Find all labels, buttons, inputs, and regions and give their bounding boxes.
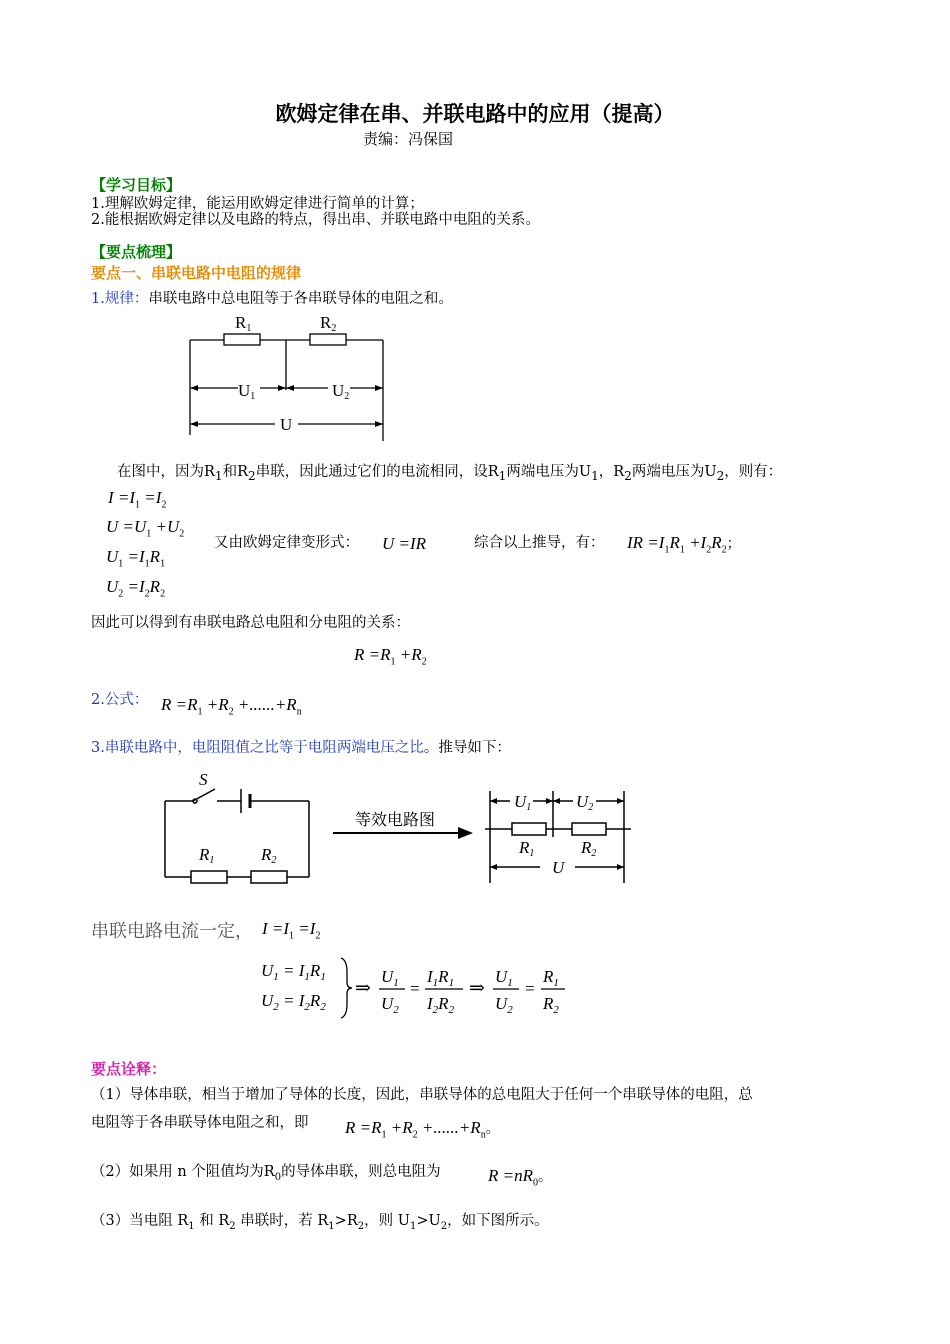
rule-line <box>91 287 453 308</box>
note-2-line: （2）如果用 n 个阻值均为$R_0$的导体串联，则总电阻为 <box>91 1164 441 1183</box>
svg-text:=: = <box>525 979 535 998</box>
goal-item-1: 1.理解欧姆定律，能运用欧姆定律进行简单的计算； <box>91 196 424 212</box>
note-1-line-a: （1）导体串联，相当于增加了导体的长度，因此，串联导体的总电阻大于任何一个串联导体的电阻，总 <box>91 1087 753 1103</box>
label-u-b: U <box>552 858 565 877</box>
svg-text:U2 = I2R2: $U_2 = I_2R_2$ <box>261 991 326 1013</box>
series-circuit-diagram <box>180 308 400 443</box>
note-1-line-b: 电阻等于各串联导体电阻之和，即 <box>91 1115 309 1131</box>
svg-text:⇒: ⇒ <box>355 978 371 999</box>
rule-text: 串联电路中总电阻等于各串联导体的电阻之和。 <box>148 291 453 307</box>
label-r1: R1 <box>235 313 252 334</box>
resistor-r1-symbol <box>224 334 260 345</box>
eq-u2: $U_2 =I_2R_2$ <box>106 577 166 600</box>
svg-text:R1: $R_1$ <box>543 967 559 989</box>
label-u1: U1 <box>238 381 256 402</box>
svg-text:I1R1: $I_1R_1$ <box>427 967 455 989</box>
goal-item-2: 2.能根据欧姆定律以及电路的特点，得出串、并联电路中电阻的关系。 <box>91 212 540 228</box>
summary-text: 综合以上推导，有： <box>474 535 605 551</box>
label-u2: U2 <box>332 381 350 402</box>
current-formula: $I =I_1 =I_2$ <box>262 919 321 942</box>
eq-current: $I =I_1 =I_2$ <box>108 488 167 511</box>
current-text: 串联电路电流一定， <box>91 921 253 942</box>
svg-text:⇒: ⇒ <box>469 978 485 999</box>
svg-text:U1: $U_1$ <box>381 967 399 989</box>
label-r1-b: R1 <box>199 845 215 866</box>
label-r2-b: R2 <box>261 845 277 866</box>
svg-text:U2: $U_2$ <box>495 994 513 1016</box>
key-points-heading: 【要点梳理】 <box>91 243 182 261</box>
svg-text:=: = <box>410 979 420 998</box>
relation-formula: $R =R_1 +R_2$ <box>354 645 427 668</box>
label-u2-b: U2 <box>576 792 594 813</box>
note-1-formula: $R =R_1 +R_2 +......+R_n$。 <box>345 1118 500 1141</box>
svg-text:R2: $R_2$ <box>543 994 559 1016</box>
equivalent-circuit-diagram <box>155 765 640 893</box>
ohm-formula: U =IR <box>382 534 427 553</box>
ohm-text: 又由欧姆定律变形式： <box>214 535 359 551</box>
label-switch: S <box>199 770 208 789</box>
svg-text:U1 = I1R1: $U_1 = I_1R_1$ <box>261 961 326 983</box>
label-u1-b: U1 <box>514 792 532 813</box>
formula-general: $R =R_1 +R_2 +......+R_n$ <box>161 695 302 718</box>
editor-credit: 责编：冯保国 <box>363 130 454 148</box>
intro-paragraph: 在图中，因为$R_1$和$R_2$串联，因此通过它们的电流相同，设$R_1$两端电压为$U_1$，$R_2$两端电压为$U_2$，则有： <box>117 464 783 483</box>
label-r2-c: R2 <box>581 838 597 859</box>
formula-label: 2.公式： <box>91 692 149 708</box>
rule-label: 1.规律： <box>91 291 149 307</box>
summary-formula: IR $=I_1R_1 +I_2R_2$； <box>627 533 741 556</box>
label-u: U <box>280 415 293 434</box>
eq-voltage: $U =U_1 +U_2$ <box>106 517 185 540</box>
relation-text: 因此可以得到有串联电路总电阻和分电阻的关系： <box>91 615 410 631</box>
eq-u1: $U_1 =I_1R_1$ <box>106 547 166 570</box>
point1-heading: 要点一、串联电路中电阻的规律 <box>91 264 302 282</box>
notes-heading: 要点诠释： <box>91 1060 167 1078</box>
svg-text:I2R2: $I_2R_2$ <box>427 994 455 1016</box>
resistor-r2-symbol <box>310 334 346 345</box>
arrow-label: 等效电路图 <box>355 810 436 829</box>
goals-heading: 【学习目标】 <box>91 176 182 194</box>
label-r2: R2 <box>320 313 337 334</box>
note-3-line: （3）当电阻 $R_1$ 和 $R_2$ 串联时，若 $R_1>R_2$，则 $U_1>U_2$，如下图所示。 <box>91 1213 549 1232</box>
ratio-heading: 3.串联电路中，电阻阻值之比等于电阻两端电压之比。推导如下： <box>91 740 511 756</box>
derivation-formula <box>255 952 585 1022</box>
page-title: 欧姆定律在串、并联电路中的应用（提高） <box>275 102 675 126</box>
svg-text:U2: $U_2$ <box>381 994 399 1016</box>
svg-text:U1: $U_1$ <box>495 967 513 989</box>
note-2-formula: $R =nR_0$。 <box>488 1166 552 1189</box>
label-r1-c: R1 <box>519 838 535 859</box>
